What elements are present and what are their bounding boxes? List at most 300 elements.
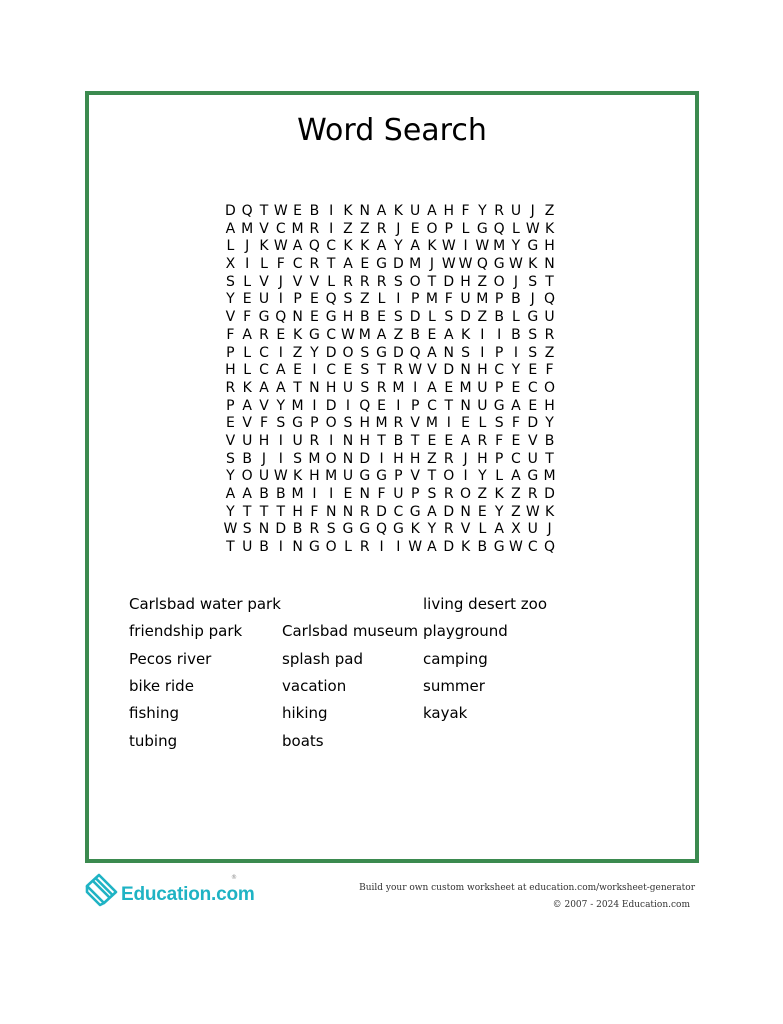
- grid-letter[interactable]: G: [392, 521, 404, 538]
- grid-letter[interactable]: K: [460, 539, 471, 556]
- grid-letter[interactable]: G: [493, 256, 505, 273]
- grid-letter[interactable]: I: [278, 539, 283, 556]
- grid-letter[interactable]: I: [463, 468, 468, 485]
- grid-letter[interactable]: W: [341, 326, 355, 343]
- grid-letter[interactable]: R: [359, 503, 370, 520]
- grid-letter[interactable]: R: [376, 273, 387, 290]
- grid-letter[interactable]: T: [293, 379, 302, 396]
- grid-letter[interactable]: H: [325, 379, 337, 396]
- grid-letter[interactable]: H: [342, 309, 354, 326]
- grid-letter[interactable]: K: [544, 220, 555, 237]
- grid-letter[interactable]: F: [511, 415, 520, 432]
- grid-letter[interactable]: I: [329, 486, 334, 502]
- grid-letter[interactable]: W: [509, 256, 523, 273]
- grid-letter[interactable]: I: [396, 291, 401, 308]
- grid-letter[interactable]: I: [278, 450, 283, 467]
- grid-letter[interactable]: M: [291, 397, 304, 414]
- grid-letter[interactable]: I: [513, 344, 519, 361]
- grid-letter[interactable]: J: [547, 521, 552, 538]
- grid-letter[interactable]: D: [443, 503, 455, 520]
- grid-letter[interactable]: T: [444, 397, 454, 414]
- grid-letter[interactable]: B: [242, 450, 252, 467]
- grid-letter[interactable]: H: [393, 450, 404, 467]
- grid-letter[interactable]: A: [410, 238, 420, 255]
- grid-letter[interactable]: M: [241, 220, 254, 237]
- grid-letter[interactable]: L: [327, 273, 336, 290]
- grid-letter[interactable]: S: [360, 379, 370, 396]
- grid-letter[interactable]: R: [259, 326, 269, 343]
- grid-letter[interactable]: E: [293, 362, 303, 379]
- grid-letter[interactable]: I: [446, 415, 451, 432]
- grid-letter[interactable]: S: [444, 309, 454, 326]
- grid-letter[interactable]: A: [242, 486, 252, 502]
- grid-letter[interactable]: Y: [394, 238, 403, 255]
- grid-letter[interactable]: L: [478, 521, 487, 538]
- grid-letter[interactable]: L: [243, 273, 252, 290]
- grid-letter[interactable]: A: [242, 397, 252, 414]
- grid-letter[interactable]: Y: [478, 468, 487, 485]
- grid-letter[interactable]: V: [460, 521, 471, 538]
- education-logo[interactable]: [83, 870, 255, 910]
- grid-letter[interactable]: E: [360, 256, 370, 273]
- grid-letter[interactable]: X: [225, 256, 236, 273]
- grid-letter[interactable]: Z: [544, 203, 555, 219]
- grid-letter[interactable]: B: [494, 309, 504, 326]
- grid-letter[interactable]: V: [259, 220, 269, 237]
- grid-letter[interactable]: W: [525, 220, 540, 237]
- grid-letter[interactable]: B: [292, 521, 303, 538]
- grid-letter[interactable]: S: [225, 450, 235, 467]
- grid-letter[interactable]: A: [376, 238, 387, 255]
- grid-letter[interactable]: V: [259, 273, 269, 290]
- grid-letter[interactable]: E: [377, 397, 386, 414]
- grid-letter[interactable]: K: [544, 503, 555, 520]
- grid-letter[interactable]: N: [292, 539, 303, 556]
- grid-letter[interactable]: K: [494, 486, 504, 502]
- grid-letter[interactable]: M: [425, 291, 438, 308]
- grid-letter[interactable]: N: [342, 432, 354, 449]
- grid-letter[interactable]: T: [259, 203, 269, 219]
- grid-letter[interactable]: S: [293, 450, 303, 467]
- grid-letter[interactable]: T: [276, 503, 286, 520]
- grid-letter[interactable]: I: [329, 203, 334, 219]
- grid-letter[interactable]: G: [527, 238, 539, 255]
- grid-letter[interactable]: S: [360, 344, 370, 361]
- grid-letter[interactable]: M: [392, 379, 405, 396]
- grid-letter[interactable]: K: [393, 203, 403, 219]
- grid-letter[interactable]: N: [443, 344, 454, 361]
- grid-letter[interactable]: Y: [226, 291, 235, 308]
- grid-letter[interactable]: D: [225, 203, 236, 219]
- grid-letter[interactable]: E: [427, 326, 437, 343]
- grid-letter[interactable]: R: [443, 486, 454, 502]
- grid-letter[interactable]: W: [509, 539, 523, 556]
- grid-letter[interactable]: I: [278, 432, 283, 449]
- grid-letter[interactable]: M: [358, 326, 371, 343]
- grid-letter[interactable]: I: [312, 362, 317, 379]
- grid-letter[interactable]: N: [460, 397, 471, 414]
- grid-letter[interactable]: C: [275, 220, 286, 237]
- grid-letter[interactable]: F: [377, 486, 386, 502]
- grid-letter[interactable]: A: [225, 486, 236, 502]
- grid-letter[interactable]: F: [545, 362, 554, 379]
- grid-letter[interactable]: Q: [359, 397, 371, 414]
- grid-letter[interactable]: V: [410, 415, 420, 432]
- grid-letter[interactable]: R: [527, 486, 538, 502]
- grid-letter[interactable]: E: [410, 220, 420, 237]
- grid-letter[interactable]: O: [409, 273, 421, 290]
- grid-letter[interactable]: F: [461, 203, 470, 219]
- grid-letter[interactable]: P: [494, 450, 504, 467]
- grid-letter[interactable]: P: [394, 468, 403, 485]
- grid-letter[interactable]: D: [392, 256, 404, 273]
- grid-letter[interactable]: W: [408, 539, 423, 556]
- grid-letter[interactable]: W: [273, 238, 288, 255]
- grid-letter[interactable]: S: [528, 326, 538, 343]
- grid-letter[interactable]: B: [259, 486, 269, 502]
- grid-letter[interactable]: U: [258, 468, 270, 485]
- grid-letter[interactable]: H: [460, 273, 471, 290]
- grid-letter[interactable]: H: [359, 432, 371, 449]
- grid-letter[interactable]: E: [511, 432, 521, 449]
- grid-letter[interactable]: L: [226, 238, 235, 255]
- grid-letter[interactable]: U: [477, 397, 488, 414]
- grid-letter[interactable]: D: [275, 521, 287, 538]
- grid-letter[interactable]: I: [329, 220, 334, 237]
- grid-letter[interactable]: Q: [409, 344, 421, 361]
- grid-letter[interactable]: C: [292, 256, 303, 273]
- grid-letter[interactable]: S: [360, 362, 370, 379]
- grid-letter[interactable]: R: [309, 256, 320, 273]
- grid-letter[interactable]: I: [413, 379, 418, 396]
- grid-letter[interactable]: P: [494, 379, 504, 396]
- grid-letter[interactable]: N: [460, 503, 471, 520]
- grid-letter[interactable]: Q: [376, 521, 388, 538]
- grid-letter[interactable]: N: [342, 450, 354, 467]
- grid-letter[interactable]: C: [326, 238, 337, 255]
- grid-letter[interactable]: I: [312, 397, 317, 414]
- grid-letter[interactable]: M: [425, 415, 438, 432]
- grid-letter[interactable]: L: [260, 256, 268, 273]
- grid-letter[interactable]: T: [326, 256, 336, 273]
- grid-letter[interactable]: I: [329, 432, 334, 449]
- grid-letter[interactable]: Y: [545, 415, 554, 432]
- grid-letter[interactable]: H: [477, 362, 488, 379]
- grid-letter[interactable]: R: [359, 273, 370, 290]
- grid-letter[interactable]: G: [409, 503, 421, 520]
- grid-letter[interactable]: S: [528, 273, 538, 290]
- grid-letter[interactable]: M: [375, 415, 388, 432]
- grid-letter[interactable]: J: [463, 450, 468, 467]
- grid-letter[interactable]: A: [276, 379, 286, 396]
- grid-letter[interactable]: S: [276, 415, 286, 432]
- grid-letter[interactable]: E: [343, 362, 353, 379]
- grid-letter[interactable]: E: [477, 503, 487, 520]
- grid-letter[interactable]: C: [527, 379, 538, 396]
- grid-letter[interactable]: P: [226, 344, 235, 361]
- grid-letter[interactable]: R: [376, 379, 387, 396]
- grid-letter[interactable]: S: [393, 273, 403, 290]
- grid-letter[interactable]: E: [377, 309, 386, 326]
- grid-letter[interactable]: I: [312, 486, 317, 502]
- grid-letter[interactable]: A: [443, 326, 454, 343]
- grid-letter[interactable]: U: [527, 450, 538, 467]
- grid-letter[interactable]: R: [477, 432, 488, 449]
- grid-letter[interactable]: G: [308, 326, 320, 343]
- grid-letter[interactable]: O: [325, 450, 337, 467]
- grid-letter[interactable]: N: [359, 203, 371, 219]
- grid-letter[interactable]: W: [408, 362, 423, 379]
- grid-letter[interactable]: Q: [476, 256, 488, 273]
- grid-letter[interactable]: H: [544, 397, 555, 414]
- grid-letter[interactable]: H: [225, 362, 236, 379]
- grid-letter[interactable]: R: [309, 521, 320, 538]
- grid-letter[interactable]: G: [493, 539, 505, 556]
- grid-letter[interactable]: B: [477, 539, 488, 556]
- grid-letter[interactable]: P: [410, 397, 420, 414]
- grid-letter[interactable]: C: [259, 344, 269, 361]
- grid-letter[interactable]: F: [276, 256, 285, 273]
- grid-letter[interactable]: I: [396, 539, 401, 556]
- grid-letter[interactable]: R: [443, 521, 454, 538]
- grid-letter[interactable]: T: [377, 362, 386, 379]
- grid-letter[interactable]: P: [410, 291, 420, 308]
- grid-letter[interactable]: N: [460, 362, 471, 379]
- grid-letter[interactable]: Y: [511, 362, 521, 379]
- grid-letter[interactable]: H: [544, 238, 555, 255]
- grid-letter[interactable]: T: [259, 503, 269, 520]
- grid-letter[interactable]: V: [259, 397, 269, 414]
- grid-letter[interactable]: E: [343, 486, 353, 502]
- grid-letter[interactable]: C: [494, 362, 505, 379]
- grid-letter[interactable]: W: [273, 203, 288, 219]
- grid-letter[interactable]: A: [494, 521, 504, 538]
- grid-letter[interactable]: P: [310, 415, 319, 432]
- grid-letter[interactable]: T: [410, 432, 420, 449]
- grid-letter[interactable]: P: [494, 291, 504, 308]
- grid-letter[interactable]: I: [278, 291, 283, 308]
- grid-letter[interactable]: Y: [226, 468, 235, 485]
- grid-letter[interactable]: U: [292, 432, 303, 449]
- grid-letter[interactable]: C: [326, 362, 337, 379]
- grid-letter[interactable]: I: [463, 238, 468, 255]
- grid-letter[interactable]: K: [410, 521, 420, 538]
- grid-letter[interactable]: D: [359, 450, 371, 467]
- grid-letter[interactable]: L: [243, 344, 252, 361]
- grid-letter[interactable]: Z: [477, 486, 488, 502]
- grid-letter[interactable]: A: [427, 539, 437, 556]
- grid-letter[interactable]: K: [343, 238, 353, 255]
- grid-letter[interactable]: L: [461, 220, 470, 237]
- grid-letter[interactable]: U: [460, 291, 471, 308]
- grid-letter[interactable]: M: [493, 238, 506, 255]
- grid-letter[interactable]: Q: [308, 238, 320, 255]
- grid-letter[interactable]: S: [343, 291, 353, 308]
- grid-letter[interactable]: E: [528, 362, 538, 379]
- grid-letter[interactable]: O: [325, 539, 337, 556]
- grid-letter[interactable]: K: [343, 203, 353, 219]
- grid-letter[interactable]: N: [258, 521, 270, 538]
- grid-letter[interactable]: A: [376, 326, 387, 343]
- grid-letter[interactable]: G: [325, 309, 337, 326]
- grid-letter[interactable]: C: [511, 450, 521, 467]
- grid-letter[interactable]: F: [226, 326, 235, 343]
- grid-letter[interactable]: R: [393, 362, 404, 379]
- grid-letter[interactable]: Y: [478, 203, 487, 219]
- grid-letter[interactable]: E: [309, 309, 319, 326]
- grid-letter[interactable]: T: [242, 503, 252, 520]
- grid-letter[interactable]: R: [309, 432, 320, 449]
- grid-letter[interactable]: A: [343, 256, 353, 273]
- grid-letter[interactable]: V: [292, 273, 303, 290]
- grid-letter[interactable]: I: [278, 344, 283, 361]
- grid-letter[interactable]: G: [527, 309, 539, 326]
- grid-letter[interactable]: B: [259, 539, 269, 556]
- grid-letter[interactable]: J: [429, 256, 435, 273]
- grid-letter[interactable]: A: [511, 397, 521, 414]
- grid-letter[interactable]: A: [427, 379, 437, 396]
- grid-letter[interactable]: A: [276, 362, 286, 379]
- grid-letter[interactable]: H: [292, 503, 303, 520]
- grid-letter[interactable]: K: [427, 238, 437, 255]
- grid-letter[interactable]: Z: [393, 326, 404, 343]
- grid-letter[interactable]: A: [427, 344, 437, 361]
- grid-letter[interactable]: U: [527, 521, 538, 538]
- grid-letter[interactable]: A: [376, 203, 387, 219]
- grid-letter[interactable]: D: [443, 273, 455, 290]
- grid-letter[interactable]: T: [545, 450, 554, 467]
- grid-letter[interactable]: F: [495, 432, 504, 449]
- grid-letter[interactable]: K: [259, 238, 269, 255]
- grid-letter[interactable]: G: [292, 415, 304, 432]
- grid-letter[interactable]: S: [528, 344, 538, 361]
- grid-letter[interactable]: W: [441, 238, 456, 255]
- grid-letter[interactable]: E: [309, 291, 319, 308]
- grid-letter[interactable]: E: [293, 203, 303, 219]
- grid-letter[interactable]: Z: [511, 486, 521, 502]
- grid-letter[interactable]: O: [342, 344, 354, 361]
- grid-letter[interactable]: F: [259, 415, 269, 432]
- grid-letter[interactable]: J: [245, 238, 250, 255]
- grid-letter[interactable]: A: [511, 468, 521, 485]
- grid-letter[interactable]: T: [545, 273, 554, 290]
- grid-letter[interactable]: M: [291, 486, 304, 502]
- grid-letter[interactable]: M: [291, 220, 304, 237]
- grid-letter[interactable]: A: [225, 220, 236, 237]
- grid-letter[interactable]: D: [443, 539, 455, 556]
- grid-letter[interactable]: N: [359, 486, 371, 502]
- grid-letter[interactable]: U: [258, 291, 270, 308]
- grid-letter[interactable]: Z: [292, 344, 303, 361]
- grid-letter[interactable]: F: [310, 503, 319, 520]
- grid-letter[interactable]: H: [309, 468, 320, 485]
- grid-letter[interactable]: Z: [477, 273, 488, 290]
- grid-letter[interactable]: Y: [427, 521, 437, 538]
- grid-letter[interactable]: W: [273, 468, 288, 485]
- grid-letter[interactable]: Z: [427, 450, 437, 467]
- grid-letter[interactable]: C: [527, 539, 538, 556]
- grid-letter[interactable]: G: [376, 468, 387, 485]
- grid-letter[interactable]: B: [393, 432, 404, 449]
- grid-letter[interactable]: Q: [544, 291, 556, 308]
- grid-letter[interactable]: W: [458, 256, 473, 273]
- grid-letter[interactable]: E: [276, 326, 286, 343]
- grid-letter[interactable]: G: [476, 220, 488, 237]
- grid-letter[interactable]: G: [493, 397, 505, 414]
- grid-letter[interactable]: J: [278, 273, 283, 290]
- grid-letter[interactable]: Y: [226, 503, 235, 520]
- grid-letter[interactable]: N: [309, 379, 320, 396]
- grid-letter[interactable]: S: [326, 521, 336, 538]
- grid-letter[interactable]: L: [344, 539, 352, 556]
- grid-letter[interactable]: K: [292, 326, 303, 343]
- grid-letter[interactable]: S: [242, 521, 252, 538]
- grid-letter[interactable]: Q: [493, 220, 505, 237]
- grid-letter[interactable]: J: [261, 450, 267, 467]
- grid-letter[interactable]: B: [511, 326, 521, 343]
- grid-letter[interactable]: T: [226, 539, 235, 556]
- grid-letter[interactable]: R: [359, 539, 370, 556]
- grid-letter[interactable]: Y: [494, 503, 504, 520]
- grid-letter[interactable]: U: [342, 468, 354, 485]
- grid-letter[interactable]: K: [292, 468, 303, 485]
- grid-letter[interactable]: O: [241, 468, 253, 485]
- grid-letter[interactable]: K: [528, 256, 538, 273]
- grid-letter[interactable]: J: [530, 203, 535, 219]
- grid-letter[interactable]: E: [225, 415, 235, 432]
- grid-letter[interactable]: Z: [359, 220, 370, 237]
- grid-letter[interactable]: I: [379, 450, 384, 467]
- grid-letter[interactable]: G: [376, 256, 387, 273]
- grid-letter[interactable]: Q: [241, 203, 253, 219]
- grid-letter[interactable]: M: [459, 379, 472, 396]
- grid-letter[interactable]: Z: [544, 344, 555, 361]
- grid-letter[interactable]: U: [510, 203, 522, 219]
- grid-letter[interactable]: E: [242, 291, 252, 308]
- grid-letter[interactable]: R: [309, 220, 320, 237]
- grid-letter[interactable]: L: [478, 415, 487, 432]
- grid-letter[interactable]: B: [511, 291, 521, 308]
- grid-letter[interactable]: R: [343, 273, 353, 290]
- grid-letter[interactable]: G: [258, 309, 270, 326]
- grid-letter[interactable]: Z: [343, 220, 353, 237]
- grid-letter[interactable]: X: [511, 521, 521, 538]
- grid-letter[interactable]: E: [511, 379, 521, 396]
- grid-letter[interactable]: D: [376, 503, 387, 520]
- grid-letter[interactable]: R: [494, 203, 505, 219]
- grid-letter[interactable]: C: [259, 362, 269, 379]
- grid-letter[interactable]: O: [325, 415, 337, 432]
- grid-letter[interactable]: I: [497, 326, 502, 343]
- grid-letter[interactable]: P: [226, 397, 235, 414]
- grid-letter[interactable]: G: [359, 468, 371, 485]
- grid-letter[interactable]: O: [426, 220, 438, 237]
- grid-letter[interactable]: P: [410, 486, 420, 502]
- grid-letter[interactable]: F: [243, 309, 252, 326]
- grid-letter[interactable]: A: [242, 326, 252, 343]
- grid-letter[interactable]: D: [325, 397, 337, 414]
- grid-letter[interactable]: D: [460, 309, 471, 326]
- grid-letter[interactable]: A: [259, 379, 269, 396]
- grid-letter[interactable]: O: [493, 273, 505, 290]
- grid-letter[interactable]: S: [494, 415, 504, 432]
- grid-letter[interactable]: M: [476, 291, 489, 308]
- grid-letter[interactable]: W: [223, 521, 238, 538]
- grid-letter[interactable]: H: [409, 450, 421, 467]
- grid-letter[interactable]: A: [292, 238, 303, 255]
- grid-letter[interactable]: R: [376, 220, 387, 237]
- grid-letter[interactable]: M: [409, 256, 422, 273]
